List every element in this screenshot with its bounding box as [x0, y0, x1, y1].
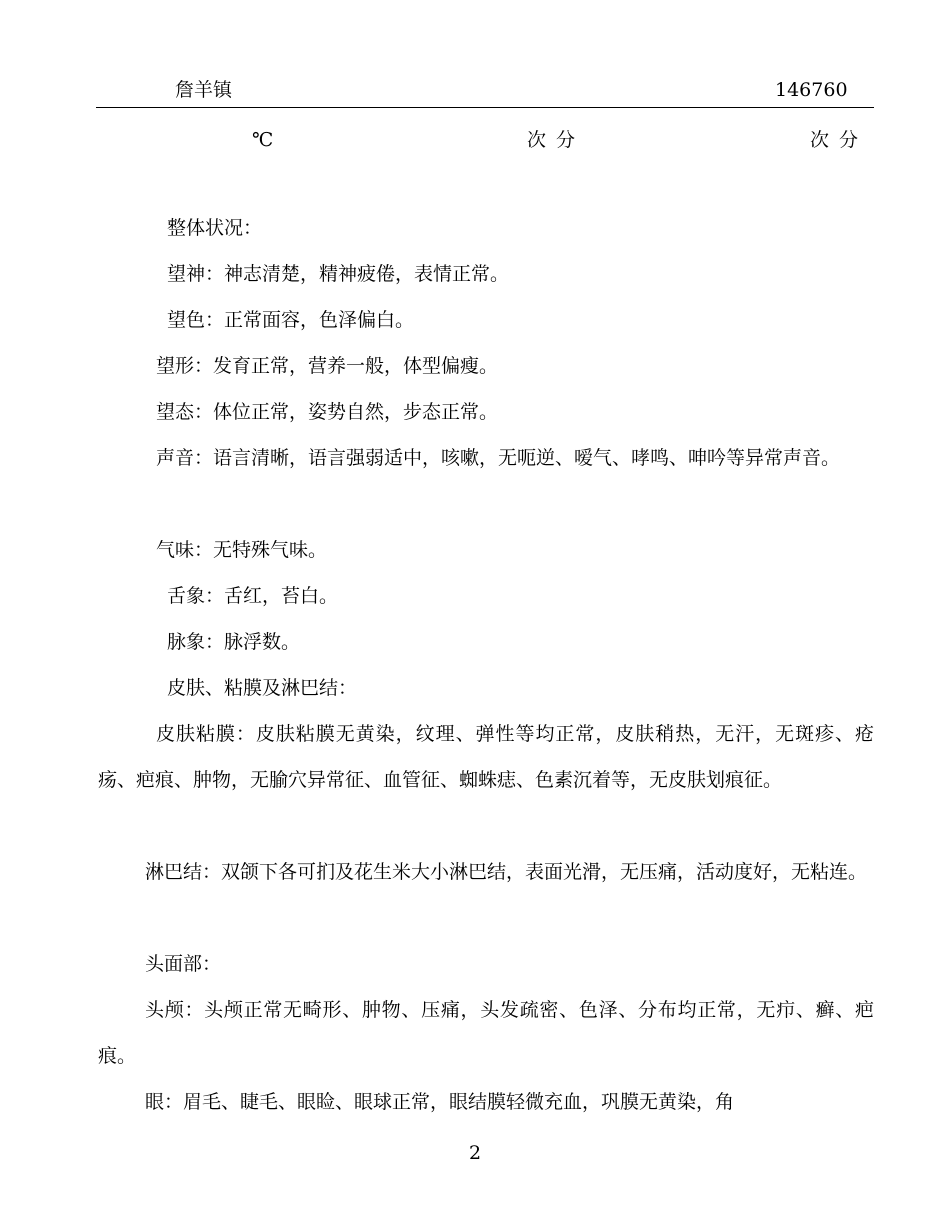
header-rule	[96, 107, 874, 108]
paragraph-odor: 气味：无特殊气味。	[156, 539, 328, 561]
vitals-temp-unit: ℃	[252, 129, 274, 151]
paragraph-eyes: 眼：眉毛、睫毛、眼睑、眼球正常，眼结膜轻微充血，巩膜无黄染，角	[145, 1091, 735, 1113]
paragraph-lymph-nodes: 淋巴结：双颌下各可扪及花生米大小淋巴结，表面光滑，无压痛，活动度好，无粘连。	[145, 861, 868, 883]
page-number: 2	[468, 1142, 482, 1164]
paragraph-skin-heading: 皮肤、粘膜及淋巴结：	[167, 677, 358, 699]
running-header-left: 詹羊镇	[175, 79, 233, 101]
paragraph-voice: 声音：语言清晰，语言强弱适中，咳嗽，无呃逆、嗳气、哮鸣、呻吟等异常声音。	[156, 447, 841, 469]
paragraph-tongue: 舌象：舌红，苔白。	[167, 585, 339, 607]
paragraph-form: 望形：发育正常，营养一般，体型偏瘦。	[156, 355, 499, 377]
paragraph-skull: 头颅：头颅正常无畸形、肿物、压痛，头发疏密、色泽、分布均正常，无疖、癣、疤痕。	[98, 999, 874, 1067]
paragraph-complexion: 望色：正常面容，色泽偏白。	[167, 309, 415, 331]
vitals-unit-a: 次分	[527, 129, 586, 151]
paragraph-posture: 望态：体位正常，姿势自然，步态正常。	[156, 401, 499, 423]
paragraph-pulse: 脉象：脉浮数。	[167, 631, 301, 653]
vitals-unit-b: 次分	[810, 129, 869, 151]
paragraph-spirit: 望神：神志清楚，精神疲倦，表情正常。	[167, 263, 510, 285]
paragraph-head-face-heading: 头面部：	[145, 953, 222, 975]
running-header-right: 146760	[775, 79, 848, 101]
paragraph-overall-status: 整体状况：	[167, 217, 263, 239]
paragraph-skin-mucosa: 皮肤粘膜：皮肤粘膜无黄染，纹理、弹性等均正常，皮肤稍热，无汗，无斑疹、疮疡、疤痕、肿物，无腧穴异常征、血管征、蜘蛛痣、色素沉着等，无皮肤划痕征。	[98, 723, 874, 791]
